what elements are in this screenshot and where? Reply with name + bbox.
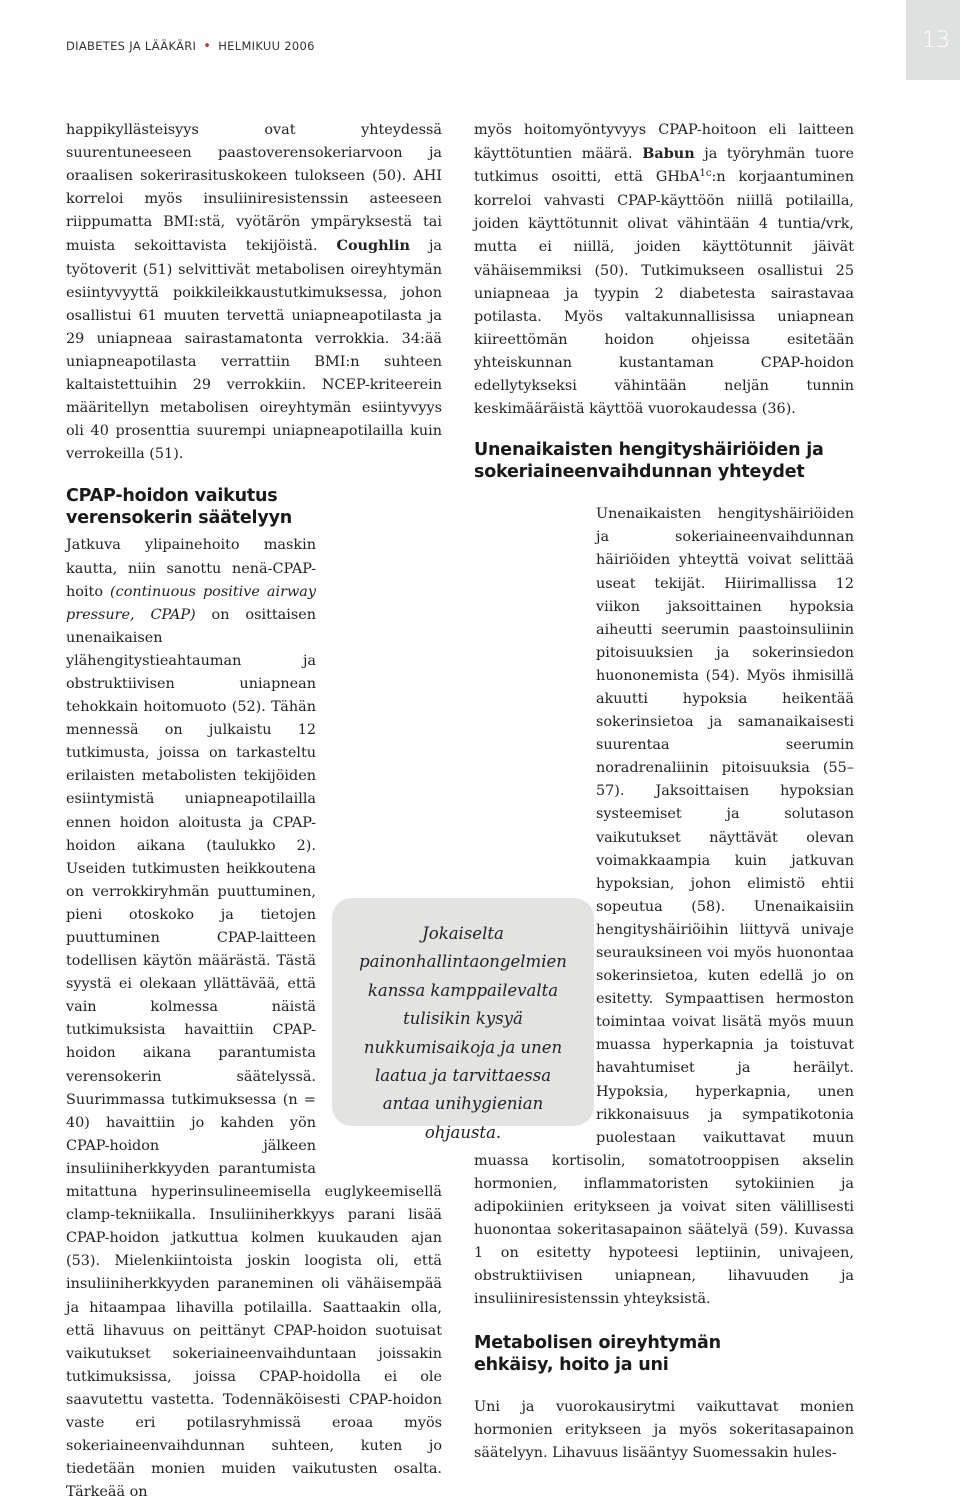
text-run: on osittaisen unenaikaisen ylähengitystieahtauman ja obstruktiivisen uniapnean tehokkain hoitomuoto (52). Tähän mennessä on julkaistu 12 tutkimusta, joissa on tarkasteltu erilaisten metabolisten tekijöiden esiintymistä uniapneapotilailla ennen hoidon aloitusta ja CPAP-hoidon aikana (taulukko 2). Useiden tutkimusten heikkoutena on verrokkiryhmän puuttuminen, pieni otoskoko ja tietojen puuttuminen CPAP-laitteen todellisen käytön määrästä. Tästä syystä ei olekaan yllättävää, että vain kolmessa näistä tutkimuksista havaittiin CPAP-hoidon aikana parantumista verensokerin säätelyssä. Suurimmassa tutkimuksessa (n = 40) havaittiin jo kahden yön CPAP-hoidon jälkeen insuliiniherkkyyden parantumista mitattuna hyperinsulineemisella euglykeemisellä clamp-tekniikalla. Insuliiniherkkyys parani lisää CPAP-hoidon jatkuttua kolmen kuukauden ajan (53). Mielenkiintoista joskin loogista oli, että insuliiniherkkyyden paraneminen oli vähäisempää ja hitaampaa lihavilla potilailla. Saattaakin olla, että lihavuus on peittänyt CPAP-hoidon suotuisat vaikutukset sokeriaineenvaihduntaan joissakin tutkimuksissa, joissa CPAP-hoidolla ei ole saavutettu vastetta. Todennäköisesti CPAP-hoidon vaste eri potilasryhmissä eroaa myös sokeriaineenvaihdunnan suhteen, kuten jo tiedetään monien muiden vaikutusten osalta. Tärkeää on — [66, 606, 442, 1501]
section-heading-sleep-disorders: Unenaikaisten hengityshäiriöiden ja sokeriaineenvaihdunnan yhteydet — [474, 440, 824, 483]
italic-term: (continuous positive airway pressure, CPAP) — [66, 583, 316, 623]
journal-name: DIABETES JA LÄÄKÄRI — [66, 39, 197, 53]
text-run: Jatkuva ylipainehoito maskin kautta, niin sanottu nenä-CPAP-hoito — [66, 537, 316, 600]
pull-quote-box — [332, 898, 594, 1142]
subscript: 1c — [699, 168, 712, 180]
page-header — [0, 0, 960, 80]
running-header — [66, 39, 315, 54]
text-run: myös hoitomyöntyvyys CPAP-hoitoon eli laitteen käyttötuntien määrä. — [474, 122, 854, 163]
text-run: ja työryhmän tuore tutkimus osoitti, että GHbA — [474, 146, 854, 186]
page-number: 13 — [922, 28, 950, 53]
issue-date: HELMIKUU 2006 — [218, 39, 315, 53]
author-name: Coughlin — [336, 237, 410, 255]
paragraph-right-2: Unenaikaisten hengityshäiriöiden ja sokeriaineenvaihdunnan häiriöiden yhteyttä voivat selittää useat tekijät. Hiirimallissa 12 viikon jaksoittainen hypoksia aiheutti seerumin paastoinsuliinin pitoisuuksien ja sokerinsiedon huononemista (54). Myös ihmisillä akuutti hypoksia heikentää sokerinsietoa ja samanaikaisesti suurentaa seerumin noradrenaliinin pitoisuuksia (55–57). Jaksoittaisen hypoksian systeemiset ja solutason vaikutukset näyttävät olevan voimakkaampia kuin jatkuvan hypoksian, johon elimistö ehtii sopeutua (58). Unenaikaisiin hengityshäiriöihin liittyvä univaje seurauksineen voi myös huonontaa sokerinsietoa, kuten edellä jo on esitetty. Sympaattisen hermoston toimintaa voivat lisätä myös muun muassa hyperkapnia ja toistuvat havahtumiset ja heräilyt. Hypoksia, hyperkapnia, unen rikkonaisuus ja sympatikotonia puolestaan vaikuttavat muun muassa kortisolin, somatotrooppisen akselin hormonien, inflammatoristen sytokiinien ja adipokiinien eritykseen ja voivat siten välillisesti huonontaa sokeritasapainon säätelyä (59). Kuvassa 1 on esitetty hypoteesi leptiinin, univajeen, obstruktiivisen uniapnean, lihavuuden ja insuliiniresistenssin yhteyksistä. — [474, 506, 854, 1308]
section-heading-metabolic: Metabolisen oireyhtymän ehkäisy, hoito ja uni — [474, 1332, 721, 1375]
text-run: ja työtoverit (51) selvittivät metabolisen oireyhtymän esiintyvyyttä poikkileikkaustutkimuksessa, johon osallistui 61 muuten tervettä uniapneapotilasta ja 29 uniapneaa sairastamatonta verrokkia. 34:ää uniapneapotilasta verrattiin BMI:n suhteen kaltaistettuihin 29 verrokkiin. NCEP-kriteerein määritellyn metabolisen oireyhtymän esiintyvyys oli 40 prosenttia suurempi uniapneapotilailla kuin verrokeilla (51). — [66, 238, 442, 463]
section-heading-cpap: CPAP-hoidon vaikutus verensokerin säätelyyn — [66, 486, 293, 529]
paragraph-right-1 — [474, 119, 854, 421]
left-column — [66, 119, 442, 1504]
page-number-box — [906, 0, 960, 80]
paragraph-left-1 — [66, 119, 442, 466]
author-name: Babun — [642, 145, 695, 163]
text-run: happikyllästeisyys ovat yhteydessä suurentuneeseen paastoverensokeriarvoon ja oraalisen sokerirasituskokeen tulokseen (50). AHI korreloi myös insuliiniresistenssin asteeseen riippumatta BMI:stä, vyötärön ympäryksestä tai muista sekoittavista tekijöistä. — [66, 122, 442, 255]
text-run: :n korjaantuminen korreloi vahvasti CPAP-käyttöön niillä potilailla, joiden käyttötunnit olivat vähintään 4 tuntia/vrk, mutta ei niillä, joiden käyttötunnit jäivät vähäisemmiksi (50). Tutkimukseen osallistui 25 uniapneaa ja tyypin 2 diabetesta sairastavaa potilasta. Myös valtakunnallisissa uniapnean kiireettömän hoidon ohjeissa esitetään yhteiskunnan kustantaman CPAP-hoidon edellytykseksi vähintään neljän tunnin keskimääräistä käyttöä vuorokaudessa (36). — [474, 169, 854, 418]
pull-quote-text: Jokaiselta painonhallintaongelmien kanssa kamppailevalta tulisikin kysyä nukkumisaikoja ja unen laatua ja tarvittaessa antaa unihygienian ohjausta. — [359, 924, 567, 1142]
right-column — [474, 119, 854, 1465]
bullet-separator: • — [203, 39, 212, 54]
paragraph-right-3: Uni ja vuorokausirytmi vaikuttavat monien hormonien eritykseen ja myös sokeritasapainon säätelyyn. Lihavuus lisääntyy Suomessakin hules- — [474, 1398, 854, 1461]
